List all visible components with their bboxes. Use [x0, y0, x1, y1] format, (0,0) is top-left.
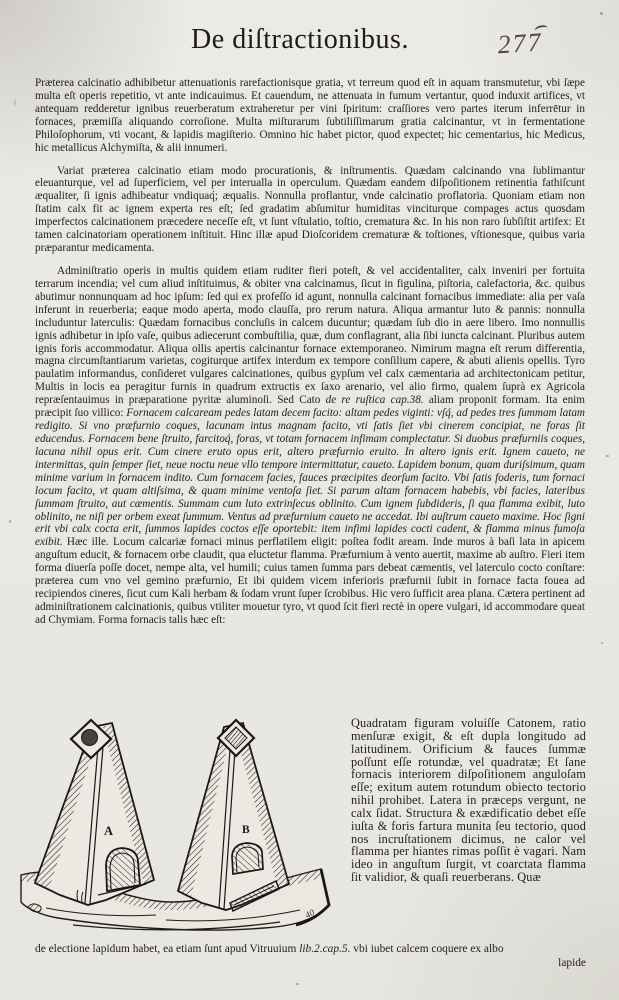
side-column-text — [351, 717, 586, 884]
furnace-a-top-opening — [82, 730, 98, 746]
text-segment: Adminiſtratio operis in multis quidem etiam ruditer fieri poteſt, & vel accidentaliter, calx inveniri per fortuita terrarum incendia; vel cum aliud inſtituimus, & obiter vna calcinamus, ſicut in figulina, piſtoria, calefactoria, &c. quibus abutimur nonnunquam ad hoc ipſum: ſed qui ex profeſſo id agunt, nonnulla calcinant fornacibus immediate: alia per vaſa inferunt in reuerberia; eaque modo aperta, modo clauſſa, pro rerum natura. Aliqua armantur luto & pannis: nonnulla includuntur laterculis: Quædam fornacibus concluſis in calcem ducuntur; quædam ſub dio in aere libero. Imo nonnullis ignis adhibetur in ipſo vaſe, quibus adiecerunt combuſtilia, quæ, dum conflagrant, alia ſibi iuncta calcinant. Pluribus autem ignis foris accommodatur. Aliqua ollis apertis calcinantur fornace extemporaneo. Nimirum magna eſt rerum differentia, magna circumſtantiarum varietas, cogiturque artifex interdum ex tempore conſilium capere, & abuti alienis opellis. Tyro paulatim informandus, conſideret vulgares calcinationes, quibus gypſum vel calx cæmentaria ad architectonicam petitur, Multis in locis ea peragitur furnis in quadrum extructis ex ſaxo arenario, vel alio firmo, qualem ſuprà ex Agricola repræſentauimus in præparatione pyritæ aluminoſi. Sed Cato — [35, 264, 585, 407]
paragraph-3 — [35, 265, 585, 627]
ink-speck — [601, 642, 603, 644]
text-segment: Præterea calcinatio adhibibetur attenuationis rarefactionisque gratia, vt terreum quod eſt in aquam transmutetur, vbi ſæpe multa eſt operis repetitio, vt ante indicauimus. Et cauendum, ne attenuata in fumum vertantur, quod induxit artifices, vt antequam redderetur ignibus reuerberatum extraheretur per vini ſpiritum: craſſiores vero partes iterum inferrētur in fornaces, præmiſſa aliquando corroſione. Multa miſturarum ſubtiliſſimarum gratia calcinantur, vt in fermentatione Philoſophorum, vti vocant, & lapidis magiſterio. Omnino hic habet pictor, quod expectet; hic cementarius, hic Medicus, hic metallicus Alchymiſta, & alii innumeri. — [35, 77, 585, 154]
italic-text-segment: de re ruſtica cap.38. — [325, 394, 424, 407]
ink-speck — [9, 520, 11, 523]
italic-text-segment: lib.2.cap.5. — [299, 943, 351, 955]
furnace-a — [35, 720, 154, 905]
page-title: De diſtractionibus. — [191, 24, 409, 55]
text-segment: de electione lapidum habet, ea etiam ſunt apud Vitruuium — [35, 943, 300, 955]
body-text-block — [35, 77, 585, 627]
page-number — [497, 26, 570, 71]
text-segment: aliam proponit formam. Ita enim præcipit ſuo villico: — [35, 394, 585, 420]
ink-speck — [14, 100, 16, 106]
footer-line — [35, 943, 586, 955]
text-segment: vbi iubet calcem coquere ex albo — [350, 943, 504, 955]
engraver-mark: 40 — [303, 907, 316, 921]
furnace-woodcut-figure — [14, 712, 344, 944]
ink-speck — [606, 455, 609, 457]
furnace-label-b: B — [242, 824, 250, 836]
ink-speck — [296, 983, 299, 985]
small-stone — [28, 904, 41, 912]
paragraph-1 — [35, 77, 585, 155]
text-segment: Variat præterea calcinatio etiam modo procurationis, & inſtrumentis. Quædam calcinando vna ſublimantur eleuanturque, vel ad ſuperficiem, vel per interualla in operculum. Quædam eandem diſpoſitionem retinentia fathiſcunt æqualiter, ſi ignis adhibeatur vndiquaq́; æqualis. Nonnulla proflantur, vnde calcinatio proflatoria. Quoniam etiam non ſtatim calx fit ac ignem experta res eſt; ſed gradatim abſumitur humiditas vinciturque compages actus quosdam imperfectos calcinationem præcedere neceſſe eſt, vt ſunt vſtulatio, toſtio, crematura &c. In his non raro ſubſiſtit artifex: Et tamen calcinatoriam operationem inſtituit. Hinc illæ apud Dioſcoridem crematuræ & toſtiones, vſtionesque, quibus varia præparantur medicamenta. — [35, 164, 585, 255]
furnace-label-a: A — [104, 824, 114, 838]
text-segment: Hæc ille. Locum calcariæ fornaci minus perflatilem eligit: poſtea fodit aream. Inde muros à baſi lata in apicem anguſtum educit, & fornacem orbe claudit, qua eluctetur flamma. Præfurnium à vento auertit, maxime ab auſtro. Fieri item forma diuerſa poſſe docet, nempe alta, vel humili; cuius tamen ſumma pars debeat cæmentis, vel laterculo cocto conſtare: præterea cum vno vel gemino præfurnio, Et ibi quidem vicem inferioris præfurnii ſubit in fornace facta fouea ad recipiendos cineres, ſicut cum Kali herbam & ſodam vrunt ſuper ſcrobibus. Hic vero ſufficit area plana. Cætera pertinent ad adminiſtrationem calcinationis, quibus vtiliter mouetur tyro, vt quod ſcit fieri rectè in opere vulgari, id accommodare queat ad Chymiam. Forma fornacis talis hæc eſt: — [35, 536, 585, 626]
furnace-b — [178, 720, 289, 911]
paragraph-2 — [35, 165, 585, 255]
text-segment: Quadratam figuram voluiſſe Catonem, ratio menſuræ exigit, & eſt dupla longitudo ad latitudinem. Orificium & fauces ſummæ poſſunt eſſe rotundæ, vel quadratæ; Et ſane fornacis interiorem diſpoſitionem anguloſam eſſe; exitum autem rotundum obiecto tectorio nihil prohibet. Latera in præceps vergunt, ne calx ſidat. Structura & exædificatio debet eſſe iuſta & foris fartura munita ſeu tectorio, quod nos incruſtationem dicimus, ne calor vel flamma per hiantes rimas poſſit è vagari. Nam ideo in anguſtum ſurgit, vt coarctata flamma ſit validior, & quaſi reuerberans. Quæ — [351, 716, 586, 885]
catchword: lapide — [558, 957, 586, 969]
figure-row — [0, 710, 619, 944]
italic-text-segment: Fornacem calcaream pedes latam decem facito: altam pedes viginti: vſq́, ad pedes tres ſummam latam redigito. Si vno præfurnio coques, lacunam intus magnam facito, vti ſatis ſiet vbi cinerem concipiat, ne foras ſit educendus. Fornacem bene ſtruito, farcitoq́, foras, vt totam fornacem infimam complectatur. Si duobus præfurniis coques, lacuna nihil opus erit. Cum cinere eruto opus erit, altero præfurnio eruito. In altero ignis erit. Ignem caueto, ne intermittas, quin ſemper ſiet, neue noctu neue vllo tempore intermittatur, caueto. Lapidem bonum, quam duriſsimum, quam minime varium in fornacem indito. Cum fornacem facies, fauces præcipites deorſum facito. Vbi ſatis foderis, tum fornaci locum facito, vt quam altiſsima, & quam minime ventoſa ſiet. Si parum altam fornacem habebis, vbi facies, lateribus ſummam ſtruito, aut cæmentis. Summam cum luto extrinſecus oblinito. Cum ignem ſubdideris, ſi qua flamma exibit, luto oblinito, ne niſi per orbem exeat ſummum. Ventus ad præfurnium caueto ne accedat. Ibi auſtrum caueto maxime. Hoc ſigni erit vbi calx cocta erit, ſummos lapides coctos eſſe oportebit: item infimi lapides cocti cadent, & flamma minus fumoſa exibit. — [35, 407, 585, 549]
page-number-text: 277 — [496, 27, 544, 60]
ink-speck — [600, 12, 603, 15]
ink-flourish — [534, 24, 548, 35]
